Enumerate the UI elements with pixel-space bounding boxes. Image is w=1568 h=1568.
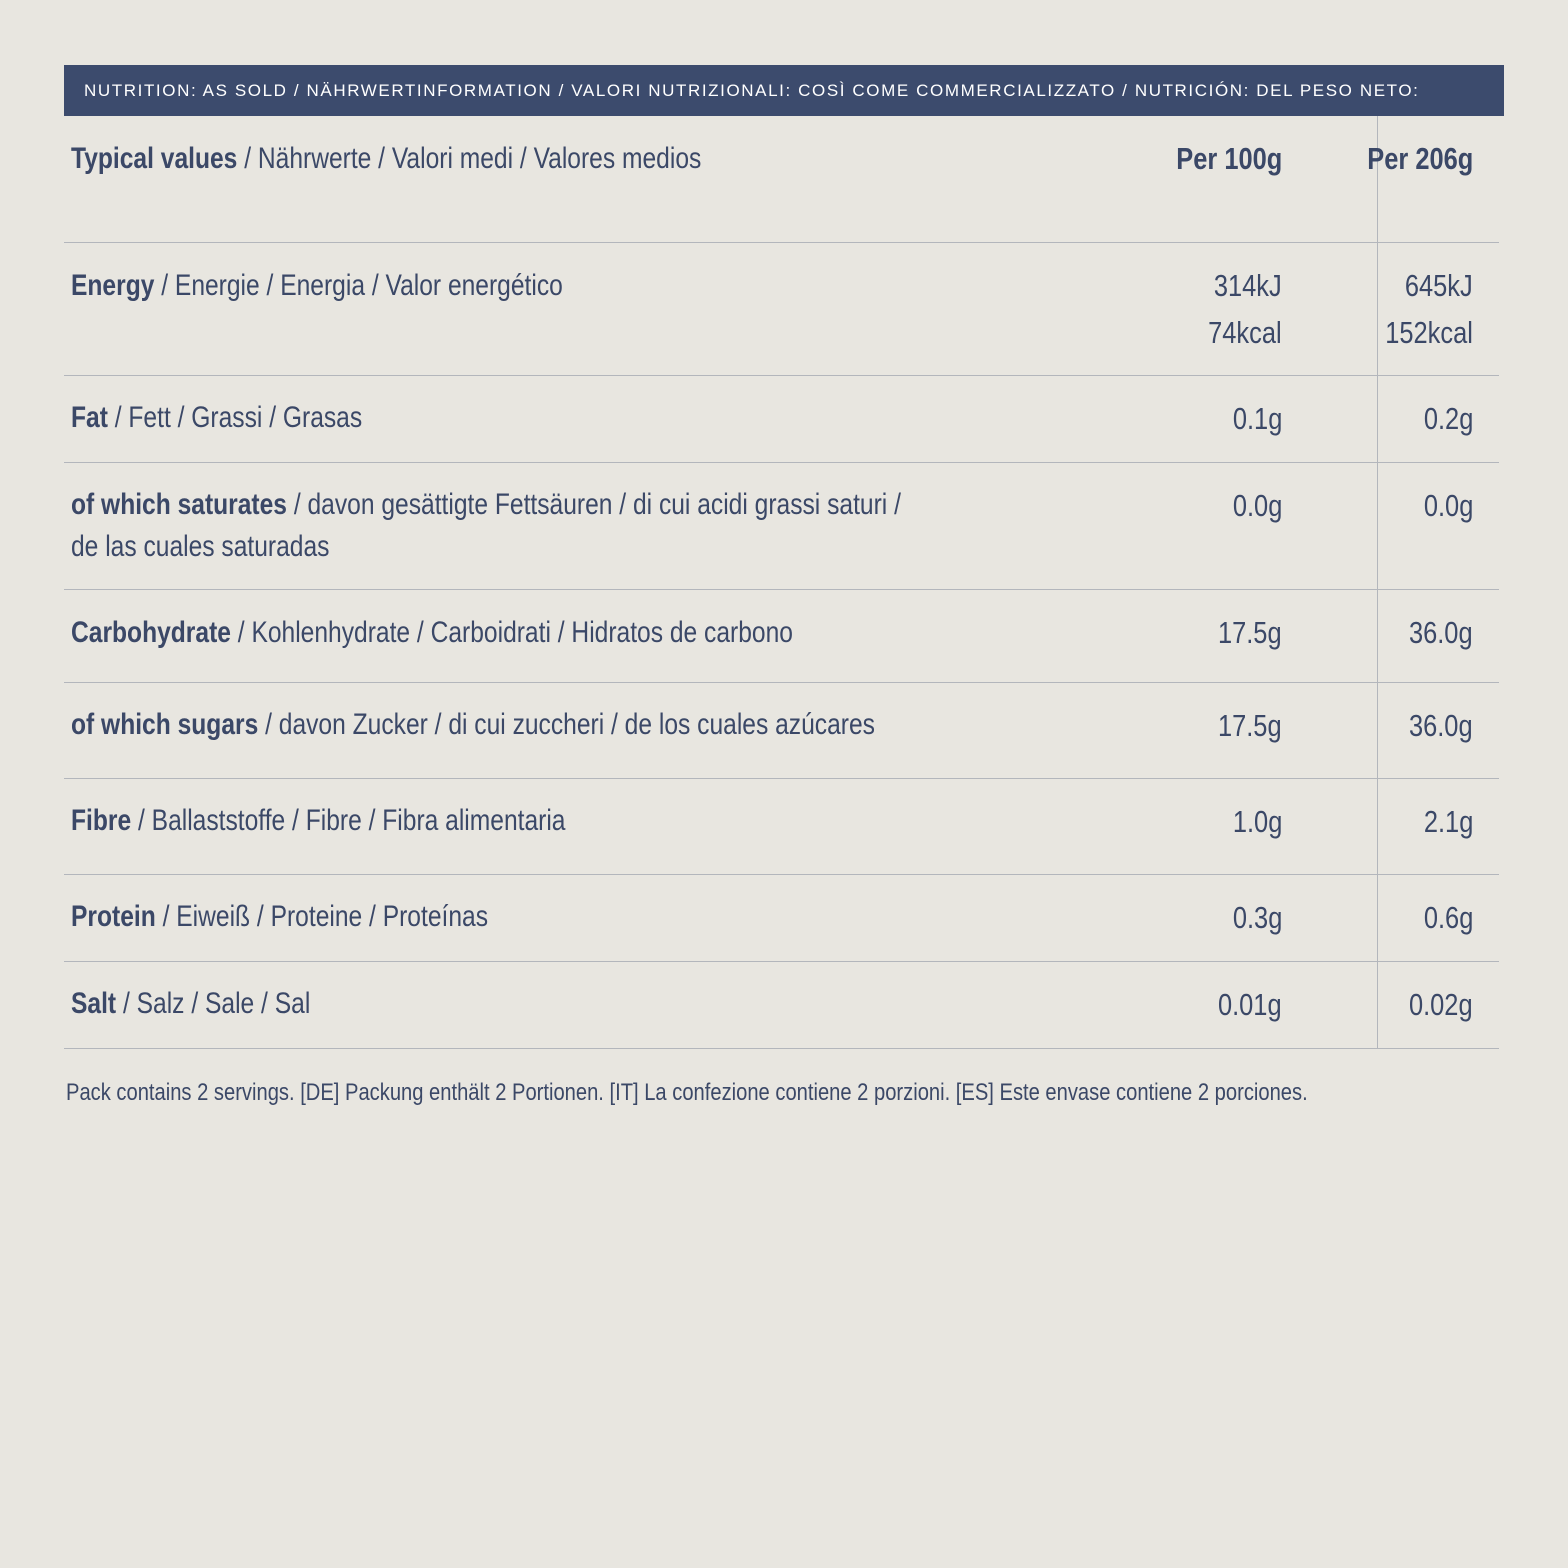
value-per-100g: 0.0g [1232,488,1282,523]
table-row [64,590,1499,683]
row-label [71,896,488,938]
table-row [64,875,1499,962]
value-per-100g-kcal: 74kcal [1208,315,1282,350]
row-label-line2: de las cuales saturadas [71,530,330,563]
value-per-100g: 0.01g [1218,987,1282,1022]
row-label-bold: Energy [71,269,155,302]
row-label-rest: / davon Zucker / di cui zuccheri / de los cuales azúcares [258,708,875,741]
value-per-100g: 17.5g [1218,708,1282,743]
servings-footnote: Pack contains 2 servings. [DE] Packung enthält 2 Portionen. [IT] La confezione contiene 2 porzioni. [ES] Este envase contiene 2 porciones. [66,1079,1308,1106]
row-label-rest: / davon gesättigte Fettsäuren / di cui acidi grassi saturi / [286,488,901,521]
value-per-serving: 2.1g [1423,804,1473,839]
value-per-serving: 0.6g [1423,900,1473,935]
table-row [64,463,1499,590]
header-label-rest: / Nährwerte / Valori medi / Valores medios [237,142,702,175]
value-per-serving: 0.02g [1409,987,1473,1022]
row-label [71,484,901,526]
value-per-100g: 0.3g [1232,900,1282,935]
row-label-bold: Carbohydrate [71,616,231,649]
value-per-100g: 0.1g [1232,401,1282,436]
row-label [71,983,310,1025]
row-label [71,265,563,307]
value-per-serving: 645kJ [1405,268,1473,303]
table-row [64,683,1499,779]
row-label-rest: / Energie / Energia / Valor energético [154,269,563,302]
value-per-100g: 314kJ [1214,268,1282,303]
table-row [64,962,1499,1049]
row-label-bold: Salt [71,987,117,1020]
row-label-rest: / Fett / Grassi / Grasas [107,401,363,434]
value-per-serving: 36.0g [1409,708,1473,743]
header-label [71,138,701,180]
table-header-row [64,116,1499,243]
row-label [71,800,565,842]
value-per-100g: 1.0g [1232,804,1282,839]
column-header-per-100g: Per 100g [1176,141,1282,176]
table-row [64,243,1499,376]
row-label-bold: Fat [71,401,108,434]
value-per-serving-kcal: 152kcal [1385,315,1473,350]
nutrition-header-bar: NUTRITION: AS SOLD / NÄHRWERTINFORMATION / VALORI NUTRIZIONALI: COSÌ COME COMMERCIALIZZATO / NUTRICIÓN: DEL PESO NETO: [64,65,1504,116]
row-label-bold: Fibre [71,804,132,837]
row-label-bold: of which saturates [71,488,287,521]
nutrition-table [64,116,1499,1049]
row-label-rest: / Salz / Sale / Sal [116,987,311,1020]
row-label-rest: / Kohlenhydrate / Carboidrati / Hidratos de carbono [230,616,793,649]
row-label-rest: / Ballaststoffe / Fibre / Fibra alimentaria [131,804,566,837]
value-per-serving: 36.0g [1409,615,1473,650]
row-label [71,397,362,439]
row-label-bold: Protein [71,900,156,933]
row-label-bold: of which sugars [71,708,259,741]
row-label [71,612,793,654]
column-header-per-serving: Per 206g [1367,141,1473,176]
row-label-rest: / Eiweiß / Proteine / Proteínas [155,900,489,933]
value-per-serving: 0.0g [1423,488,1473,523]
table-row [64,779,1499,875]
table-row [64,376,1499,463]
value-per-100g: 17.5g [1218,615,1282,650]
header-label-bold: Typical values [71,142,238,175]
value-per-serving: 0.2g [1423,401,1473,436]
row-label [71,704,875,746]
